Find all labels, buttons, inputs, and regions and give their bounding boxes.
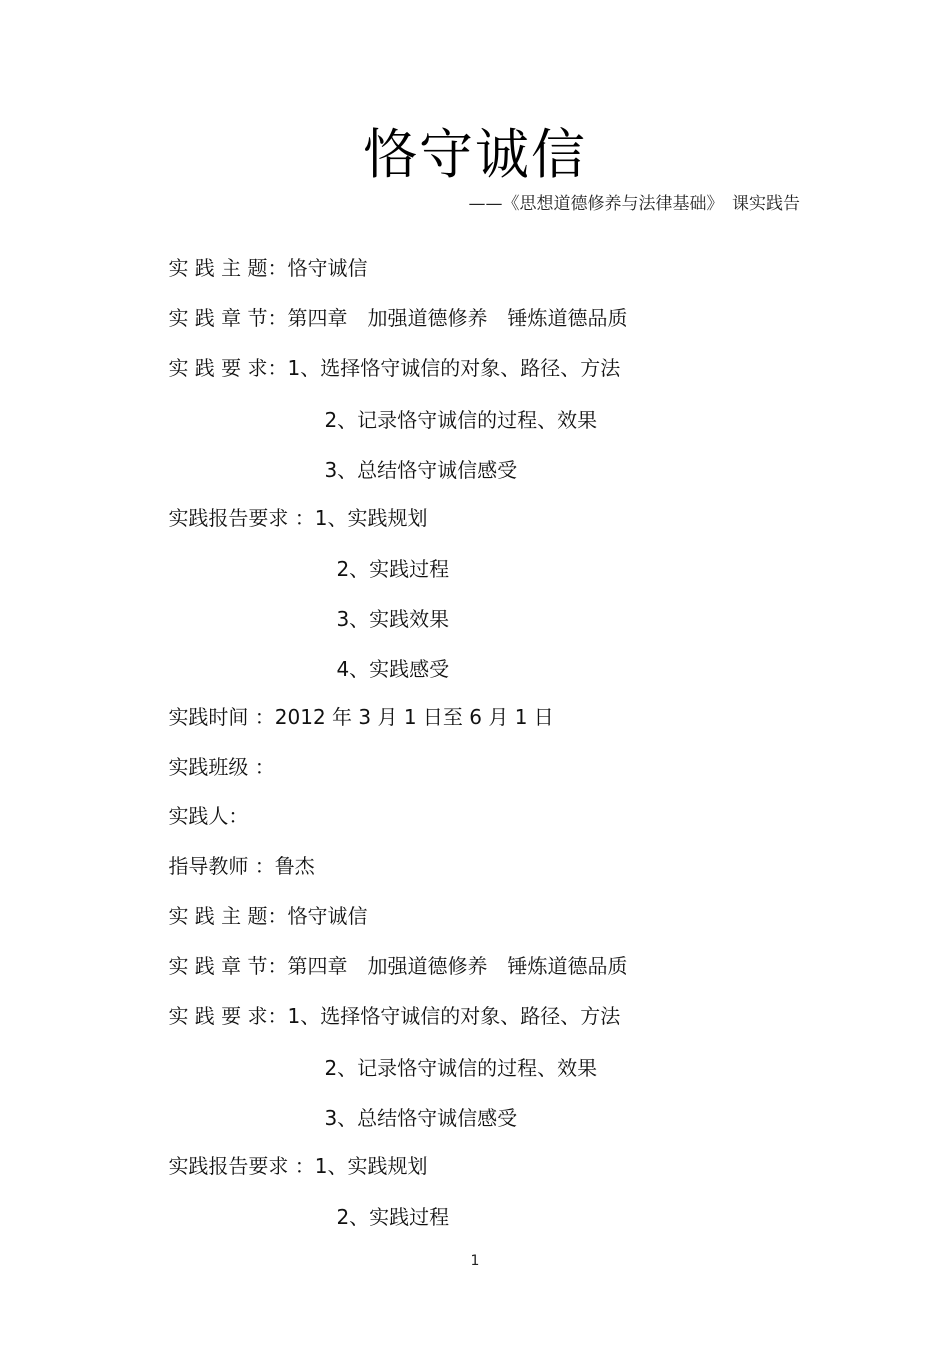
line-value: 恪守诚信: [287, 904, 368, 928]
line-label: 实 践 章 节：: [168, 954, 288, 978]
line-value: 第四章 加强道德修养 锤炼道德品质: [287, 306, 628, 330]
page-number: 1: [470, 1253, 480, 1269]
line-label: 实践人：: [168, 804, 249, 828]
line-value: 2、实践过程: [336, 1205, 450, 1229]
line-value: 2012 年 3 月 1 日至 6 月 1 日: [274, 705, 554, 729]
line-label: 实践时间 ：: [168, 705, 275, 729]
line-value: 2、记录恪守诚信的过程、效果: [324, 1056, 598, 1080]
line-value: 3、实践效果: [336, 607, 450, 631]
line-label: 实 践 要 求：: [168, 356, 288, 380]
line-label: 指导教师 ：: [168, 854, 275, 878]
line-label: 实 践 要 求：: [168, 1004, 288, 1028]
line-label: 实 践 主 题：: [168, 904, 288, 928]
line-label: 实践班级 ：: [168, 755, 275, 779]
line-label: 实 践 章 节：: [168, 306, 288, 330]
line-value: 1、实践规划: [314, 1154, 428, 1178]
line-value: 2、记录恪守诚信的过程、效果: [324, 408, 598, 432]
line-value: 1、选择恪守诚信的对象、路径、方法: [287, 1004, 621, 1028]
line-value: 1、实践规划: [314, 506, 428, 530]
line-value: 3、总结恪守诚信感受: [324, 458, 518, 482]
line-label: 实 践 主 题：: [168, 256, 288, 280]
document-title: 恪守诚信: [363, 123, 587, 186]
line-label: 实践报告要求 ：: [168, 1154, 315, 1178]
line-value: 恪守诚信: [287, 256, 368, 280]
line-value: 鲁杰: [274, 854, 315, 878]
line-value: 4、实践感受: [336, 657, 450, 681]
line-value: 第四章 加强道德修养 锤炼道德品质: [287, 954, 628, 978]
document-subtitle: ——《思想道德修养与法律基础》 课实践告: [468, 194, 800, 214]
line-label: 实践报告要求 ：: [168, 506, 315, 530]
line-value: 3、总结恪守诚信感受: [324, 1106, 518, 1130]
line-value: 1、选择恪守诚信的对象、路径、方法: [287, 356, 621, 380]
line-report-item: [311, 1178, 449, 1256]
line-value: 2、实践过程: [336, 557, 450, 581]
